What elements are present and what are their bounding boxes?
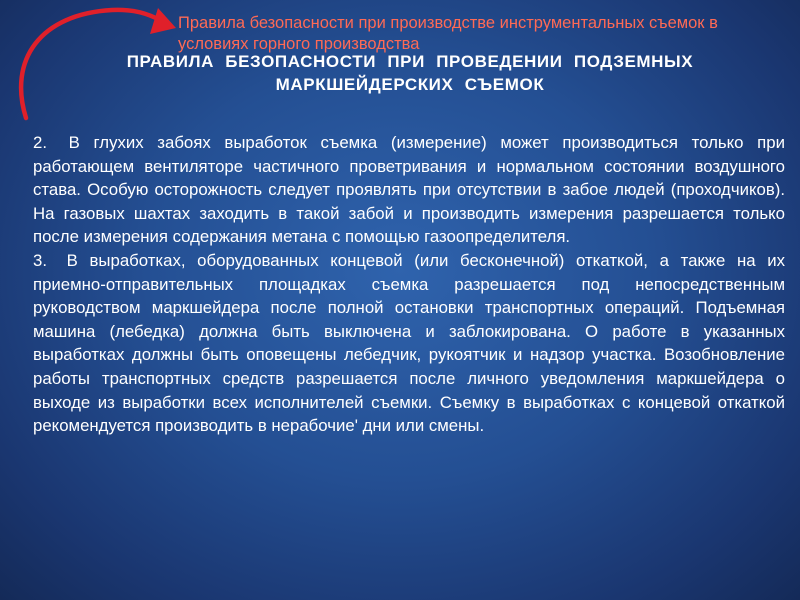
slide-header: [0, 0, 800, 110]
paragraph-number: 3.: [33, 250, 47, 270]
paragraph-text: В выработках, оборудованных концевой (или бесконечной) откаткой, а также на их приемно-отправительных площадках съемка разрешается под непосредственным руководством маркшейдера после полной остановки транспортных операций. Подъемная машина (лебедка) должна быть выключена и заблокирована. О работе в указанных выработках должны быть оповещены лебедчик, рукоятчик и надзор участка. Возобновление работы транспортных средств разрешается после личного уведомления маркшейдера о выходе из выработки всех исполнителей съемки. Съемку в выработках с концевой откаткой рекомендуется производить в нерабочие' дни или смены.: [33, 250, 786, 436]
paragraph-3: [33, 249, 785, 438]
paragraph-text: В глухих забоях выработок съемка (измерение) может производиться только при работающем вентиляторе частичного проветривания и нормальном состоянии воздушного става. Особую осторожность следует проявлять при отсутствии в забое людей (проходчиков). На газовых шахтах заходить в такой забой и производить измерения разрешается только после измерения содержания метана с помощью газоопределителя.: [33, 133, 785, 247]
paragraph-number: 2.: [33, 133, 47, 152]
slide-content: [33, 131, 785, 438]
overlay-title: Правила безопасности при производстве инструментальных съемок в условиях горного производства: [178, 14, 718, 53]
paragraph-2: [33, 131, 785, 249]
page-title: ПРАВИЛА БЕЗОПАСНОСТИ ПРИ ПРОВЕДЕНИИ ПОДЗЕМНЫХ МАРКШЕЙДЕРСКИХ СЪЕМОК: [126, 52, 694, 94]
